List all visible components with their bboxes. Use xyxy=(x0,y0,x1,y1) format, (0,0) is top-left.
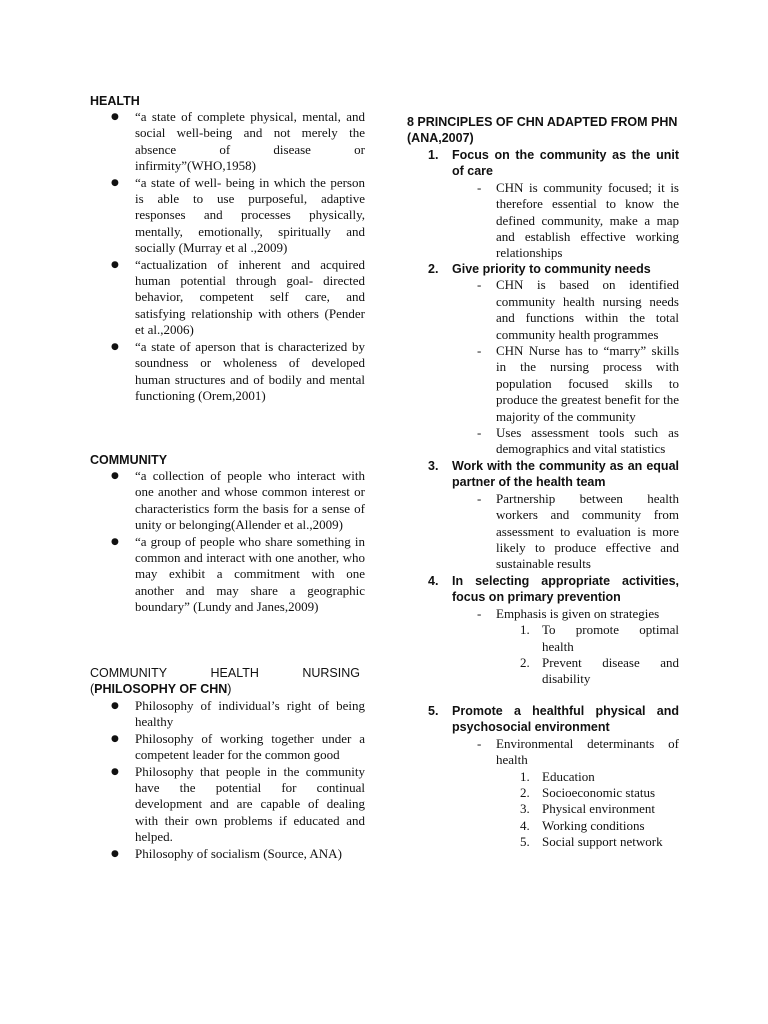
list-item: ● “a state of aperson that is characterized by soundness or wholeness of developed human structures and of bodily and mental functioning (Orem,2001) xyxy=(111,338,365,403)
community-heading: COMMUNITY xyxy=(90,453,168,467)
sub-item: 2. Prevent disease and disability xyxy=(520,655,679,687)
sub-item: 5. Social support network xyxy=(520,834,663,850)
principle-point: - CHN is based on identified community health nursing needs and functions within the total community health programmes xyxy=(477,277,679,342)
principle-heading: 2. Give priority to community needs xyxy=(428,262,651,276)
sub-item: 1. Education xyxy=(520,768,595,784)
bullet-icon: ● xyxy=(111,112,119,122)
list-item: ● “a state of complete physical, mental, and social well-being and not merely the absence of disease or infirmity”(WHO,1958) xyxy=(111,109,365,174)
bullet-icon: ● xyxy=(111,471,119,481)
bullet-icon: ● xyxy=(111,341,119,352)
bullet-icon: ● xyxy=(111,177,119,188)
health-heading: HEALTH xyxy=(90,94,140,108)
health-definitions-list xyxy=(90,109,365,404)
principle-point: - CHN Nurse has to “marry” skills in the nursing process with population focused skills to produce the greatest benefit for the majority of the community xyxy=(477,343,679,424)
principle-point: - Emphasis is given on strategies xyxy=(477,605,660,621)
principles-title: 8 PRINCIPLES OF CHN ADAPTED FROM PHN (ANA,2007) xyxy=(407,115,678,146)
list-item: ● Philosophy of individual’s right of being healthy xyxy=(111,698,365,730)
bullet-icon: ● xyxy=(111,848,119,859)
sub-item: 4. Working conditions xyxy=(520,817,645,833)
philosophy-heading: PHILOSOPHY OF CHN xyxy=(94,682,228,697)
list-item: ● “actualization of inherent and acquired human potential through goal- directed behavior, competent self care, and satisfying relationship with others (Pender et al.,2006) xyxy=(111,256,365,338)
sub-item: 2. Socioeconomic status xyxy=(520,785,656,801)
principle-point: - CHN is community focused; it is therefore essential to know the defined community, make a map and establish effective working relationships xyxy=(477,179,679,261)
list-item: ● “a state of well- being in which the person is able to use purposeful, adaptive responses and processes physically, mentally, emotionally, spiritually and socially (Murray et al .,2009) xyxy=(111,174,365,256)
philosophy-list xyxy=(90,698,365,862)
principle-point: - Uses assessment tools such as demographics and vital statistics xyxy=(477,425,679,457)
community-definitions-list xyxy=(90,468,365,616)
principle-point: - Environmental determinants of health xyxy=(477,735,679,768)
list-item: ● Philosophy that people in the community have the potential for continual development and are capable of dealing with their own problems if educated and helped. xyxy=(111,763,365,845)
principle-point: - Partnership between health workers and community from assessment to evaluation is more likely to produce effective and sustainable results xyxy=(477,490,679,572)
list-item: ● “a group of people who share something in common and interact with one another, who may exhibit a commitment with one another and may share a geographic boundary” (Lundy and Janes,2009) xyxy=(111,533,365,615)
bullet-icon: ● xyxy=(111,259,119,270)
principle-2 xyxy=(407,261,679,458)
principle-4 xyxy=(407,573,679,688)
principle-1 xyxy=(407,147,679,262)
principle-heading: 3. Work with the community as an equal partner of the health team xyxy=(428,459,679,490)
chn-section-title: COMMUNITY HEALTH NURSING (PHILOSOPHY OF CHN) xyxy=(90,666,360,697)
sub-item: 3. Physical environment xyxy=(520,801,656,817)
principle-heading: 4. In selecting appropriate activities, focus on primary prevention xyxy=(428,574,679,605)
list-item: ● Philosophy of socialism (Source, ANA) xyxy=(111,845,342,861)
bullet-icon: ● xyxy=(111,701,119,711)
bullet-icon: ● xyxy=(111,733,119,744)
principle-5 xyxy=(407,703,679,851)
list-item: ● Philosophy of working together under a competent leader for the common good xyxy=(111,730,365,763)
sub-item: 1. To promote optimal health xyxy=(520,622,679,654)
principle-heading: 1. Focus on the community as the unit of care xyxy=(428,148,679,179)
bullet-icon: ● xyxy=(111,536,119,547)
principle-3 xyxy=(407,458,679,573)
bullet-icon: ● xyxy=(111,766,119,777)
principle-heading: 5. Promote a healthful physical and psychosocial environment xyxy=(428,704,679,735)
list-item: ● “a collection of people who interact with one another and whose common interest or characteristics form the basis for a sense of unity or belonging(Allender et al.,2009) xyxy=(111,468,365,533)
